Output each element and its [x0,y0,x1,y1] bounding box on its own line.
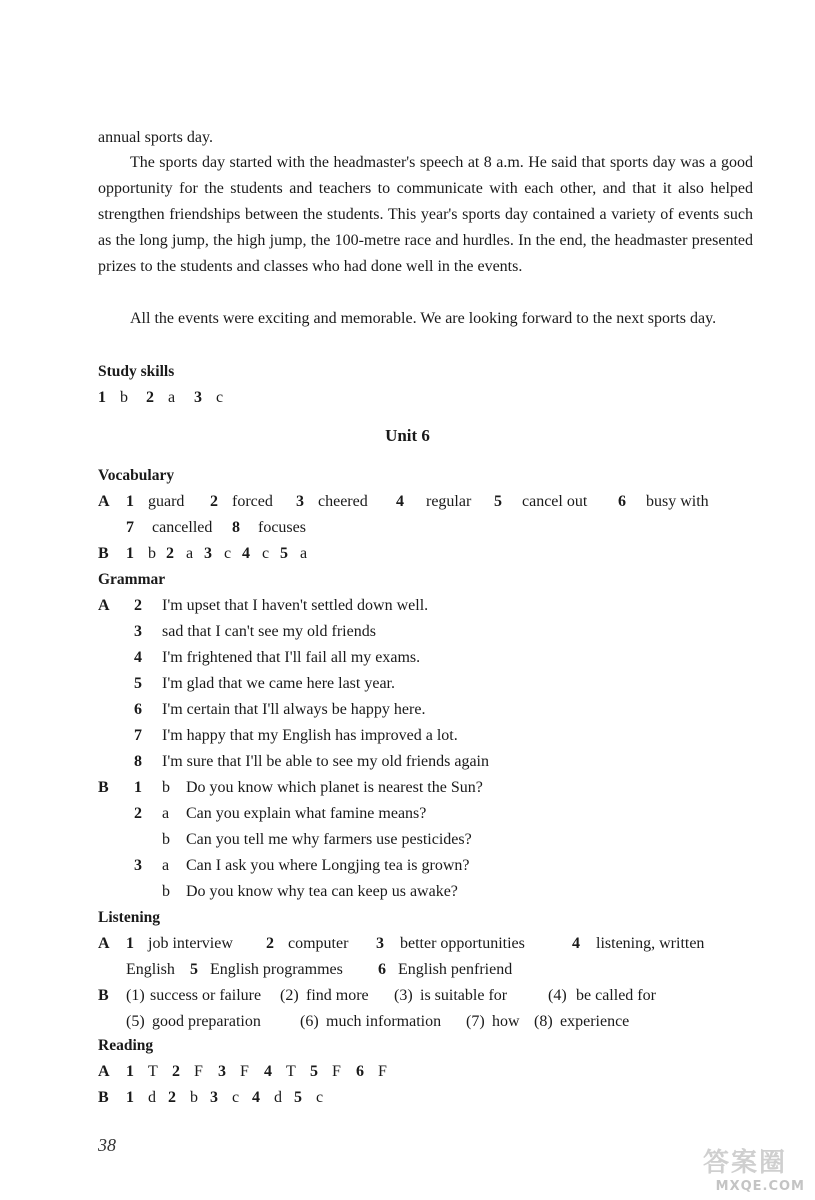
answer-value: regular [426,493,472,510]
answer-value: I'm frightened that I'll fail all my exams. [162,649,421,666]
answer-number: 4 [264,1063,272,1080]
answer-number: (1) [126,987,145,1004]
intro-paragraph-1: The sports day started with the headmaster's speech at 8 a.m. He said that sports day was a good opportunity for the students and teachers to communicate with each other, and that it also helped strengthen friendships between the students. This year's sports day contained a variety of events such as the long jump, the high jump, the 100-metre race and hurdles. In the end, the headmaster presented prizes to the students and classes who had done well in the events. [98,154,753,275]
answer-value: I'm upset that I haven't settled down well. [162,597,429,614]
listening-b-row-2 [126,1012,629,1032]
answer-value: sad that I can't see my old friends [162,623,376,640]
grammar-b-row [134,804,426,824]
answer-value: T [286,1063,296,1080]
listening-a-row-1 [98,934,704,954]
vocabulary-a-row-2 [126,518,306,538]
answer-value: experience [560,1013,630,1030]
answer-value: cancelled [152,519,213,536]
answer-number: 3 [218,1063,226,1080]
answer-value: F [378,1063,387,1080]
grammar-a-row [134,622,376,642]
vocabulary-a-row-1 [98,492,709,512]
answer-number: 5 [494,493,502,510]
answer-number: (6) [300,1013,319,1030]
answer-value: F [240,1063,249,1080]
answer-number: 6 [378,961,386,978]
answer-value: d [148,1089,156,1106]
answer-letter: b [162,883,170,900]
grammar-b-row [162,882,458,902]
grammar-heading: Grammar [98,571,166,588]
answer-number: 5 [190,961,198,978]
answer-number: (4) [548,987,567,1004]
answer-number: (8) [534,1013,553,1030]
answer-value: I'm sure that I'll be able to see my old friends again [162,753,489,770]
grammar-a-row [134,726,458,746]
grammar-b-row [98,778,483,798]
reading-b-row [98,1088,323,1108]
answer-number: 4 [572,935,580,952]
answer-number: 4 [396,493,404,510]
answer-value: forced [232,493,273,510]
watermark-logo [657,1142,807,1194]
answer-value: listening, written [596,935,705,952]
answer-value: b [148,545,156,562]
reading-heading: Reading [98,1037,154,1054]
answer-letter: b [162,779,170,796]
answer-value: I'm glad that we came here last year. [162,675,395,692]
answer-value: I'm happy that my English has improved a lot. [162,727,458,744]
watermark-url: MXQE.COM [715,1179,805,1194]
answer-value: success or failure [150,987,262,1004]
listening-a-row-2 [126,960,512,980]
answer-value: b [120,389,128,406]
answer-number: (5) [126,1013,145,1030]
answer-number: 3 [376,935,384,952]
intro-paragraph-2: All the events were exciting and memorable. We are looking forward to the next sports day. [130,310,717,327]
answer-value: much information [326,1013,442,1030]
answer-number: 6 [356,1063,364,1080]
answer-number: 1 [126,1063,134,1080]
answer-value: be called for [576,987,656,1004]
answer-value: T [148,1063,158,1080]
listening-b-row-1 [98,986,656,1006]
section-label: B [98,545,109,562]
answer-number: 1 [126,935,134,952]
answer-value: c [262,545,270,562]
section-label: A [98,1063,110,1080]
answer-value: Do you know why tea can keep us awake? [186,883,458,900]
grammar-a-row [98,596,428,616]
answer-number: 4 [252,1089,260,1106]
answer-number: 2 [168,1089,176,1106]
vocabulary-heading: Vocabulary [98,467,175,484]
answer-value: computer [288,935,349,952]
answer-number: 2 [166,545,174,562]
section-label: A [98,597,110,614]
answer-value: Can you tell me why farmers use pesticides? [186,831,472,848]
answer-number: 8 [134,753,142,770]
answer-value: guard [148,493,185,510]
section-label: B [98,1089,109,1106]
answer-value: Do you know which planet is nearest the Sun? [186,779,483,796]
answer-number: 2 [146,389,154,406]
answer-number: (7) [466,1013,485,1030]
answer-value: b [190,1089,198,1106]
grammar-a-row [134,700,425,720]
answer-number: 2 [134,597,142,614]
answer-number: 6 [618,493,626,510]
answer-value: busy with [646,493,709,510]
grammar-a-row [134,752,489,772]
answer-number: 6 [134,701,142,718]
answer-number: 2 [172,1063,180,1080]
answer-value: Can you explain what famine means? [186,805,427,822]
listening-heading: Listening [98,909,161,926]
section-label: B [98,987,109,1004]
section-label: A [98,493,110,510]
answer-value: better opportunities [400,935,525,952]
answer-number: 1 [126,1089,134,1106]
answer-value: Can I ask you where Longjing tea is grown? [186,857,470,874]
page-number: 38 [98,1135,116,1155]
answer-number: 4 [242,545,250,562]
answer-value: F [194,1063,203,1080]
answer-number: 1 [126,545,134,562]
answer-value: cheered [318,493,368,510]
study-skills-answers [98,388,223,408]
answer-value: how [492,1013,520,1030]
answer-number: 3 [296,493,304,510]
answer-value: good preparation [152,1013,261,1030]
answer-number: 1 [98,389,106,406]
answer-number: 3 [194,389,202,406]
section-label: B [98,779,109,796]
answer-value: c [316,1089,324,1106]
answer-value: English [126,961,175,978]
answer-value: c [216,389,224,406]
answer-number: 7 [134,727,142,744]
unit-title: Unit 6 [385,426,430,445]
answer-value: a [300,545,308,562]
study-skills-heading: Study skills [98,363,175,380]
answer-number: 5 [280,545,288,562]
answer-number: (3) [394,987,413,1004]
answer-number: 2 [210,493,218,510]
answer-value: a [168,389,176,406]
answer-value: is suitable for [420,987,508,1004]
watermark-text: 答案圈 [702,1148,787,1178]
answer-number: 7 [126,519,134,536]
answer-number: 2 [134,805,142,822]
answer-number: 5 [294,1089,302,1106]
grammar-a-row [134,674,395,694]
answer-value: focuses [258,519,306,536]
intro-line: annual sports day. [98,129,213,146]
answer-value: English programmes [210,961,343,978]
answer-letter: a [162,857,170,874]
answer-number: 3 [210,1089,218,1106]
answer-letter: a [162,805,170,822]
answer-number: 8 [232,519,240,536]
answer-number: 3 [134,857,142,874]
answer-number: 3 [134,623,142,640]
answer-number: 5 [310,1063,318,1080]
answer-number: (2) [280,987,299,1004]
answer-value: c [224,545,232,562]
answer-number: 3 [204,545,212,562]
answer-value: d [274,1089,282,1106]
answer-value: c [232,1089,240,1106]
answer-number: 1 [134,779,142,796]
grammar-b-row [134,856,469,876]
answer-number: 2 [266,935,274,952]
grammar-b-row [162,830,472,850]
section-label: A [98,935,110,952]
reading-a-row [98,1062,387,1082]
answer-value: job interview [148,935,233,952]
vocabulary-b-row [98,544,307,564]
answer-value: F [332,1063,341,1080]
answer-value: English penfriend [398,961,513,978]
answer-number: 5 [134,675,142,692]
answer-value: I'm certain that I'll always be happy here. [162,701,426,718]
answer-number: 1 [126,493,134,510]
answer-value: find more [306,987,369,1004]
answer-value: a [186,545,194,562]
answer-value: cancel out [522,493,588,510]
answer-letter: b [162,831,170,848]
answer-number: 4 [134,649,142,666]
grammar-a-row [134,648,420,668]
